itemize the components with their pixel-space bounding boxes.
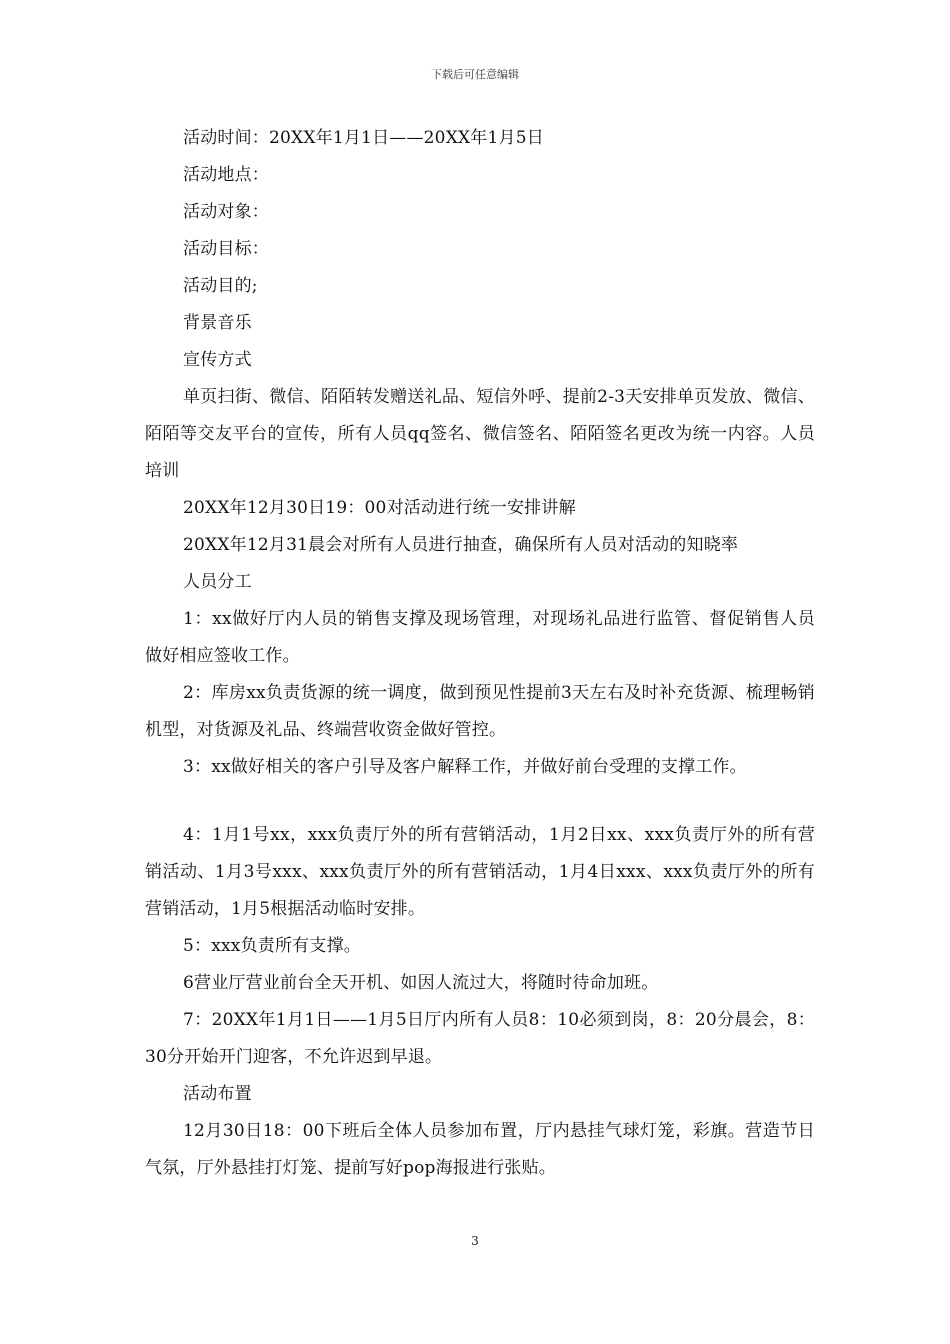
paragraph-promotion-heading: 宣传方式 (183, 350, 252, 370)
paragraph-promotion-methods: 单页扫街、微信、陌陌转发赠送礼品、短信外呼、提前2-3天安排单页发放、微信、陌陌等交友平台的宣传，所有人员qq签名、微信签名、陌陌签名更改为统一内容。人员培训 (145, 387, 815, 481)
paragraph-duty-5: 5：xxx负责所有支撑。 (183, 936, 361, 956)
document-body (145, 120, 815, 1187)
paragraph-duty-7: 7：20XX年1月1日——1月5日厅内所有人员8：10必须到岗，8：20分晨会，8：30分开始开门迎客，不允许迟到早退。 (145, 1010, 815, 1067)
paragraph-gap (145, 786, 815, 817)
paragraph-training-1: 20XX年12月30日19：00对活动进行统一安排讲解 (183, 498, 576, 518)
paragraph-duty-2: 2：库房xx负责货源的统一调度，做到预见性提前3天左右及时补充货源、梳理畅销机型，对货源及礼品、终端营收资金做好管控。 (145, 683, 815, 740)
paragraph-layout-details: 12月30日18：00下班后全体人员参加布置，厅内悬挂气球灯笼，彩旗。营造节日气氛，厅外悬挂打灯笼、提前写好pop海报进行张贴。 (145, 1121, 815, 1178)
page-number: 3 (471, 1234, 479, 1248)
paragraph-activity-time: 活动时间：20XX年1月1日——20XX年1月5日 (183, 128, 544, 148)
paragraph-training-2: 20XX年12月31晨会对所有人员进行抽查，确保所有人员对活动的知晓率 (183, 535, 739, 555)
paragraph-activity-audience: 活动对象： (183, 202, 269, 222)
paragraph-background-music: 背景音乐 (183, 313, 252, 333)
paragraph-layout-heading: 活动布置 (183, 1084, 252, 1104)
paragraph-activity-goal: 活动目标： (183, 239, 269, 259)
paragraph-duty-6: 6营业厅营业前台全天开机、如因人流过大，将随时待命加班。 (183, 973, 659, 993)
page-header: 下载后可任意编辑 (431, 68, 519, 81)
paragraph-duty-1: 1：xx做好厅内人员的销售支撑及现场管理，对现场礼品进行监管、督促销售人员做好相应签收工作。 (145, 609, 815, 666)
paragraph-activity-purpose: 活动目的; (183, 276, 258, 296)
paragraph-duty-4: 4：1月1号xx，xxx负责厅外的所有营销活动，1月2日xx、xxx负责厅外的所有营销活动、1月3号xxx、xxx负责厅外的所有营销活动，1月4日xxx、xxx负责厅外的所有营销活动，1月5根据活动临时安排。 (145, 825, 815, 919)
paragraph-activity-location: 活动地点： (183, 165, 269, 185)
paragraph-duty-3: 3：xx做好相关的客户引导及客户解释工作，并做好前台受理的支撑工作。 (183, 757, 747, 777)
paragraph-staff-division-heading: 人员分工 (183, 572, 252, 592)
